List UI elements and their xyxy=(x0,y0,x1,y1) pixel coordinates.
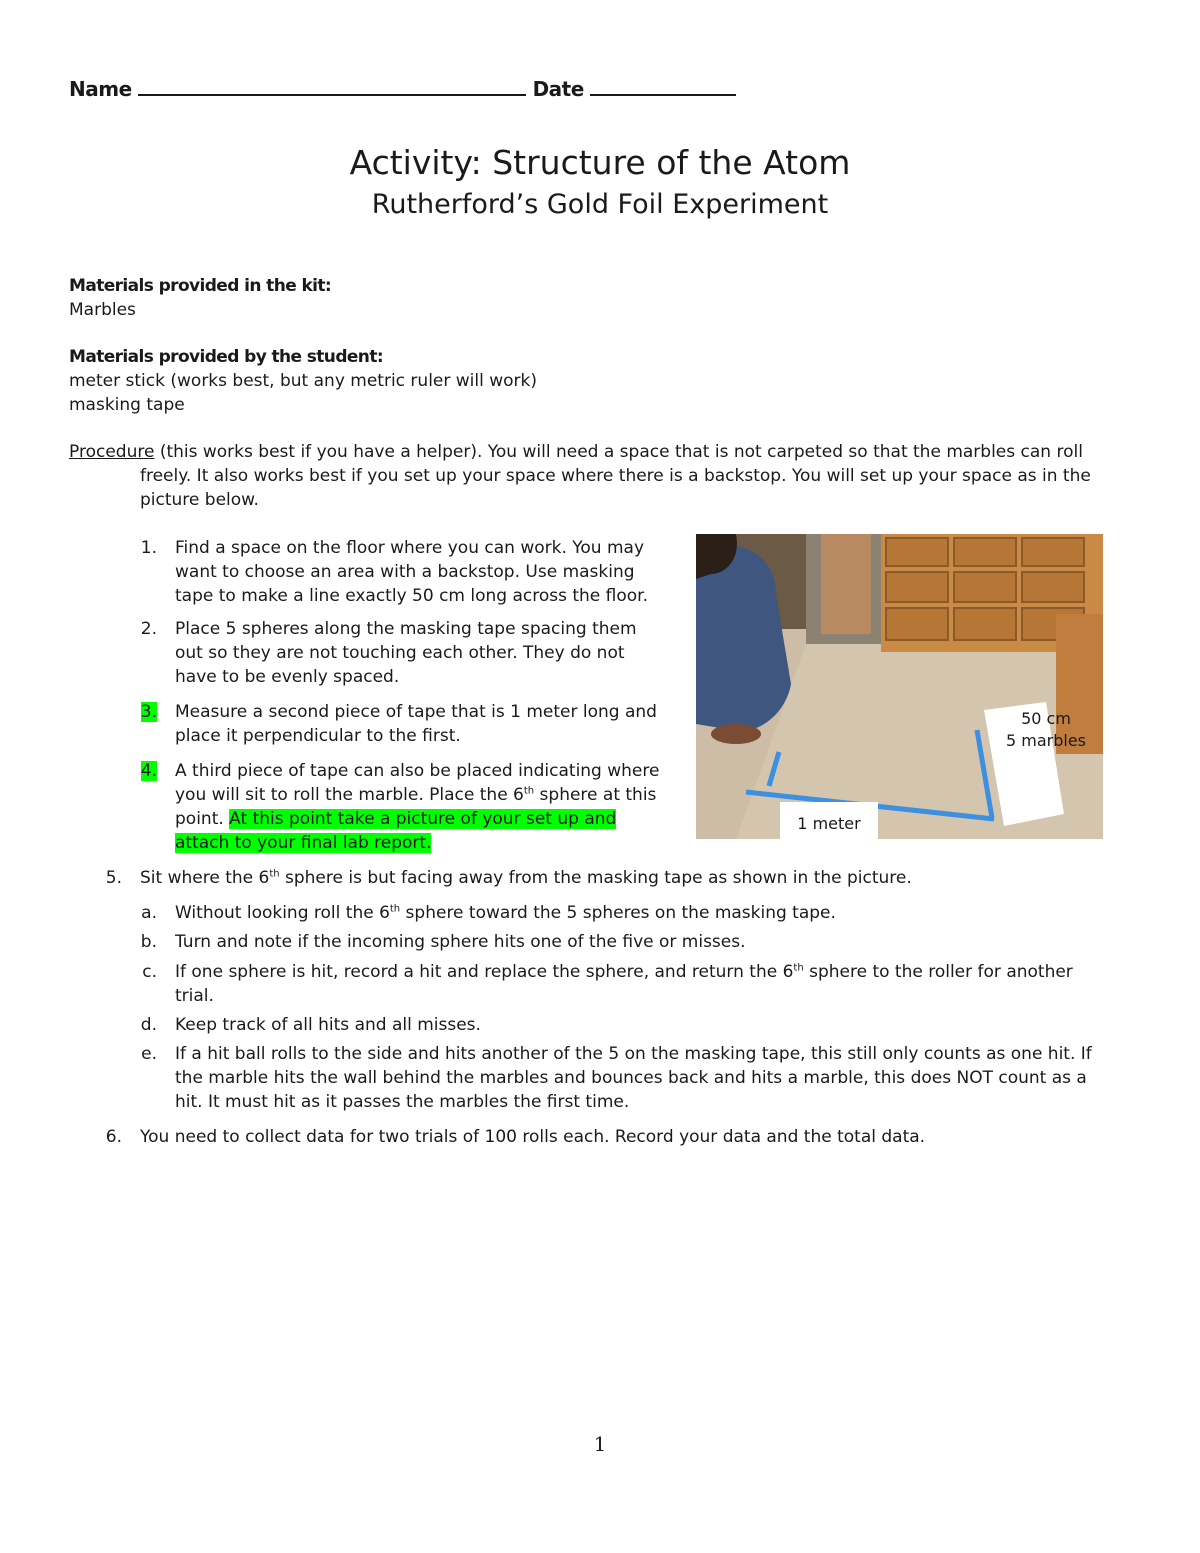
substep-line xyxy=(175,960,1073,984)
procedure-label: Procedure xyxy=(69,442,155,462)
substep-c xyxy=(175,960,1073,1008)
step-number: 2. xyxy=(140,619,157,639)
step-text: sphere at this xyxy=(534,785,657,805)
substep-b: Turn and note if the incoming sphere hits one of the five or misses. xyxy=(175,932,746,952)
step-line: A third piece of tape can also be placed indicating where xyxy=(175,761,660,781)
step-number: 1. xyxy=(140,538,157,558)
date-blank[interactable] xyxy=(590,74,736,96)
step-number-highlighted: 4. xyxy=(140,761,157,781)
step-line: Find a space on the floor where you can work. You may xyxy=(175,538,645,558)
highlighted-text: At this point take a picture of your set up and xyxy=(229,809,617,829)
superscript: th xyxy=(389,903,401,915)
step-text: you will sit to roll the marble. Place the 6 xyxy=(175,785,524,805)
page-subtitle: Rutherford’s Gold Foil Experiment xyxy=(371,189,829,220)
setup-photo-illustration xyxy=(696,534,1103,839)
procedure-intro-line: picture below. xyxy=(140,490,259,510)
superscript: th xyxy=(523,785,535,797)
photo-label-50cm: 50 cm xyxy=(1021,709,1071,728)
substep-e xyxy=(175,1042,1092,1114)
substep-letter: d. xyxy=(140,1015,157,1035)
substep-line: trial. xyxy=(175,986,214,1006)
substep-a xyxy=(175,901,836,925)
substep-letter: e. xyxy=(141,1044,157,1064)
step-line: Measure a second piece of tape that is 1 meter long and xyxy=(175,702,657,722)
materials-kit-item: Marbles xyxy=(69,300,136,320)
step-line xyxy=(175,783,690,807)
materials-student-item: masking tape xyxy=(69,395,185,415)
superscript: th xyxy=(269,868,280,880)
superscript: th xyxy=(793,962,804,974)
substep-letter: c. xyxy=(142,962,157,982)
substep-letter: b. xyxy=(140,932,157,952)
step-4 xyxy=(175,759,690,855)
step-text: point. xyxy=(175,809,230,829)
materials-student-heading: Materials provided by the student: xyxy=(69,347,384,367)
step-number: 6. xyxy=(105,1127,122,1147)
substep-line: If a hit ball rolls to the side and hits another of the 5 on the masking tape, this still only counts as one hit. If xyxy=(175,1044,1092,1064)
highlighted-text: attach to your final lab report. xyxy=(175,833,432,853)
materials-kit-heading: Materials provided in the kit: xyxy=(69,276,332,296)
step-text: sphere is but facing away from the masking tape as shown in the picture. xyxy=(279,868,912,888)
step-line xyxy=(175,831,690,855)
setup-photo xyxy=(696,534,1103,839)
substep-text: sphere to the roller for another xyxy=(803,962,1073,982)
substep-text: Without looking roll the 6 xyxy=(175,903,390,923)
step-1 xyxy=(175,536,685,608)
step-line: tape to make a line exactly 50 cm long across the floor. xyxy=(175,586,649,606)
step-text: Sit where the 6 xyxy=(140,868,270,888)
name-date-line xyxy=(69,74,736,101)
substep-d: Keep track of all hits and all misses. xyxy=(175,1015,481,1035)
materials-student-item: meter stick (works best, but any metric ruler will work) xyxy=(69,371,538,391)
step-line: have to be evenly spaced. xyxy=(175,667,400,687)
step-line: Place 5 spheres along the masking tape spacing them xyxy=(175,619,637,639)
substep-text: If one sphere is hit, record a hit and replace the sphere, and return the 6 xyxy=(175,962,794,982)
substep-line: hit. It must hit as it passes the marbles the first time. xyxy=(175,1092,630,1112)
page-title: Activity: Structure of the Atom xyxy=(349,143,851,182)
procedure-intro-text: (this works best if you have a helper). You will need a space that is not carpeted so that the marbles can roll xyxy=(154,442,1083,462)
photo-label-meter: 1 meter xyxy=(797,814,861,833)
step-number: 5. xyxy=(105,868,122,888)
date-label: Date xyxy=(532,77,584,101)
step-line: want to choose an area with a backstop. Use masking xyxy=(175,562,635,582)
step-number-highlighted: 3. xyxy=(140,702,157,722)
name-label: Name xyxy=(69,77,132,101)
page-number: 1 xyxy=(593,1432,607,1456)
substep-letter: a. xyxy=(141,903,157,923)
step-line: place it perpendicular to the first. xyxy=(175,726,461,746)
photo-label-marbles: 5 marbles xyxy=(1005,731,1086,750)
step-6: You need to collect data for two trials of 100 rolls each. Record your data and the total data. xyxy=(140,1127,926,1147)
step-line: out so they are not touching each other. They do not xyxy=(175,643,625,663)
name-blank[interactable] xyxy=(138,74,526,96)
step-line xyxy=(175,807,690,831)
step-5 xyxy=(140,866,912,890)
procedure-intro-line: freely. It also works best if you set up your space where there is a backstop. You will set up your space as in the xyxy=(140,466,1091,486)
step-2 xyxy=(175,617,685,689)
step-number xyxy=(120,700,157,724)
procedure-intro xyxy=(69,440,1083,464)
step-3 xyxy=(175,700,685,748)
step-number xyxy=(120,759,157,783)
substep-text: sphere toward the 5 spheres on the masking tape. xyxy=(400,903,836,923)
substep-line: the marble hits the wall behind the marbles and bounces back and hits a marble, this does NOT count as a xyxy=(175,1068,1087,1088)
